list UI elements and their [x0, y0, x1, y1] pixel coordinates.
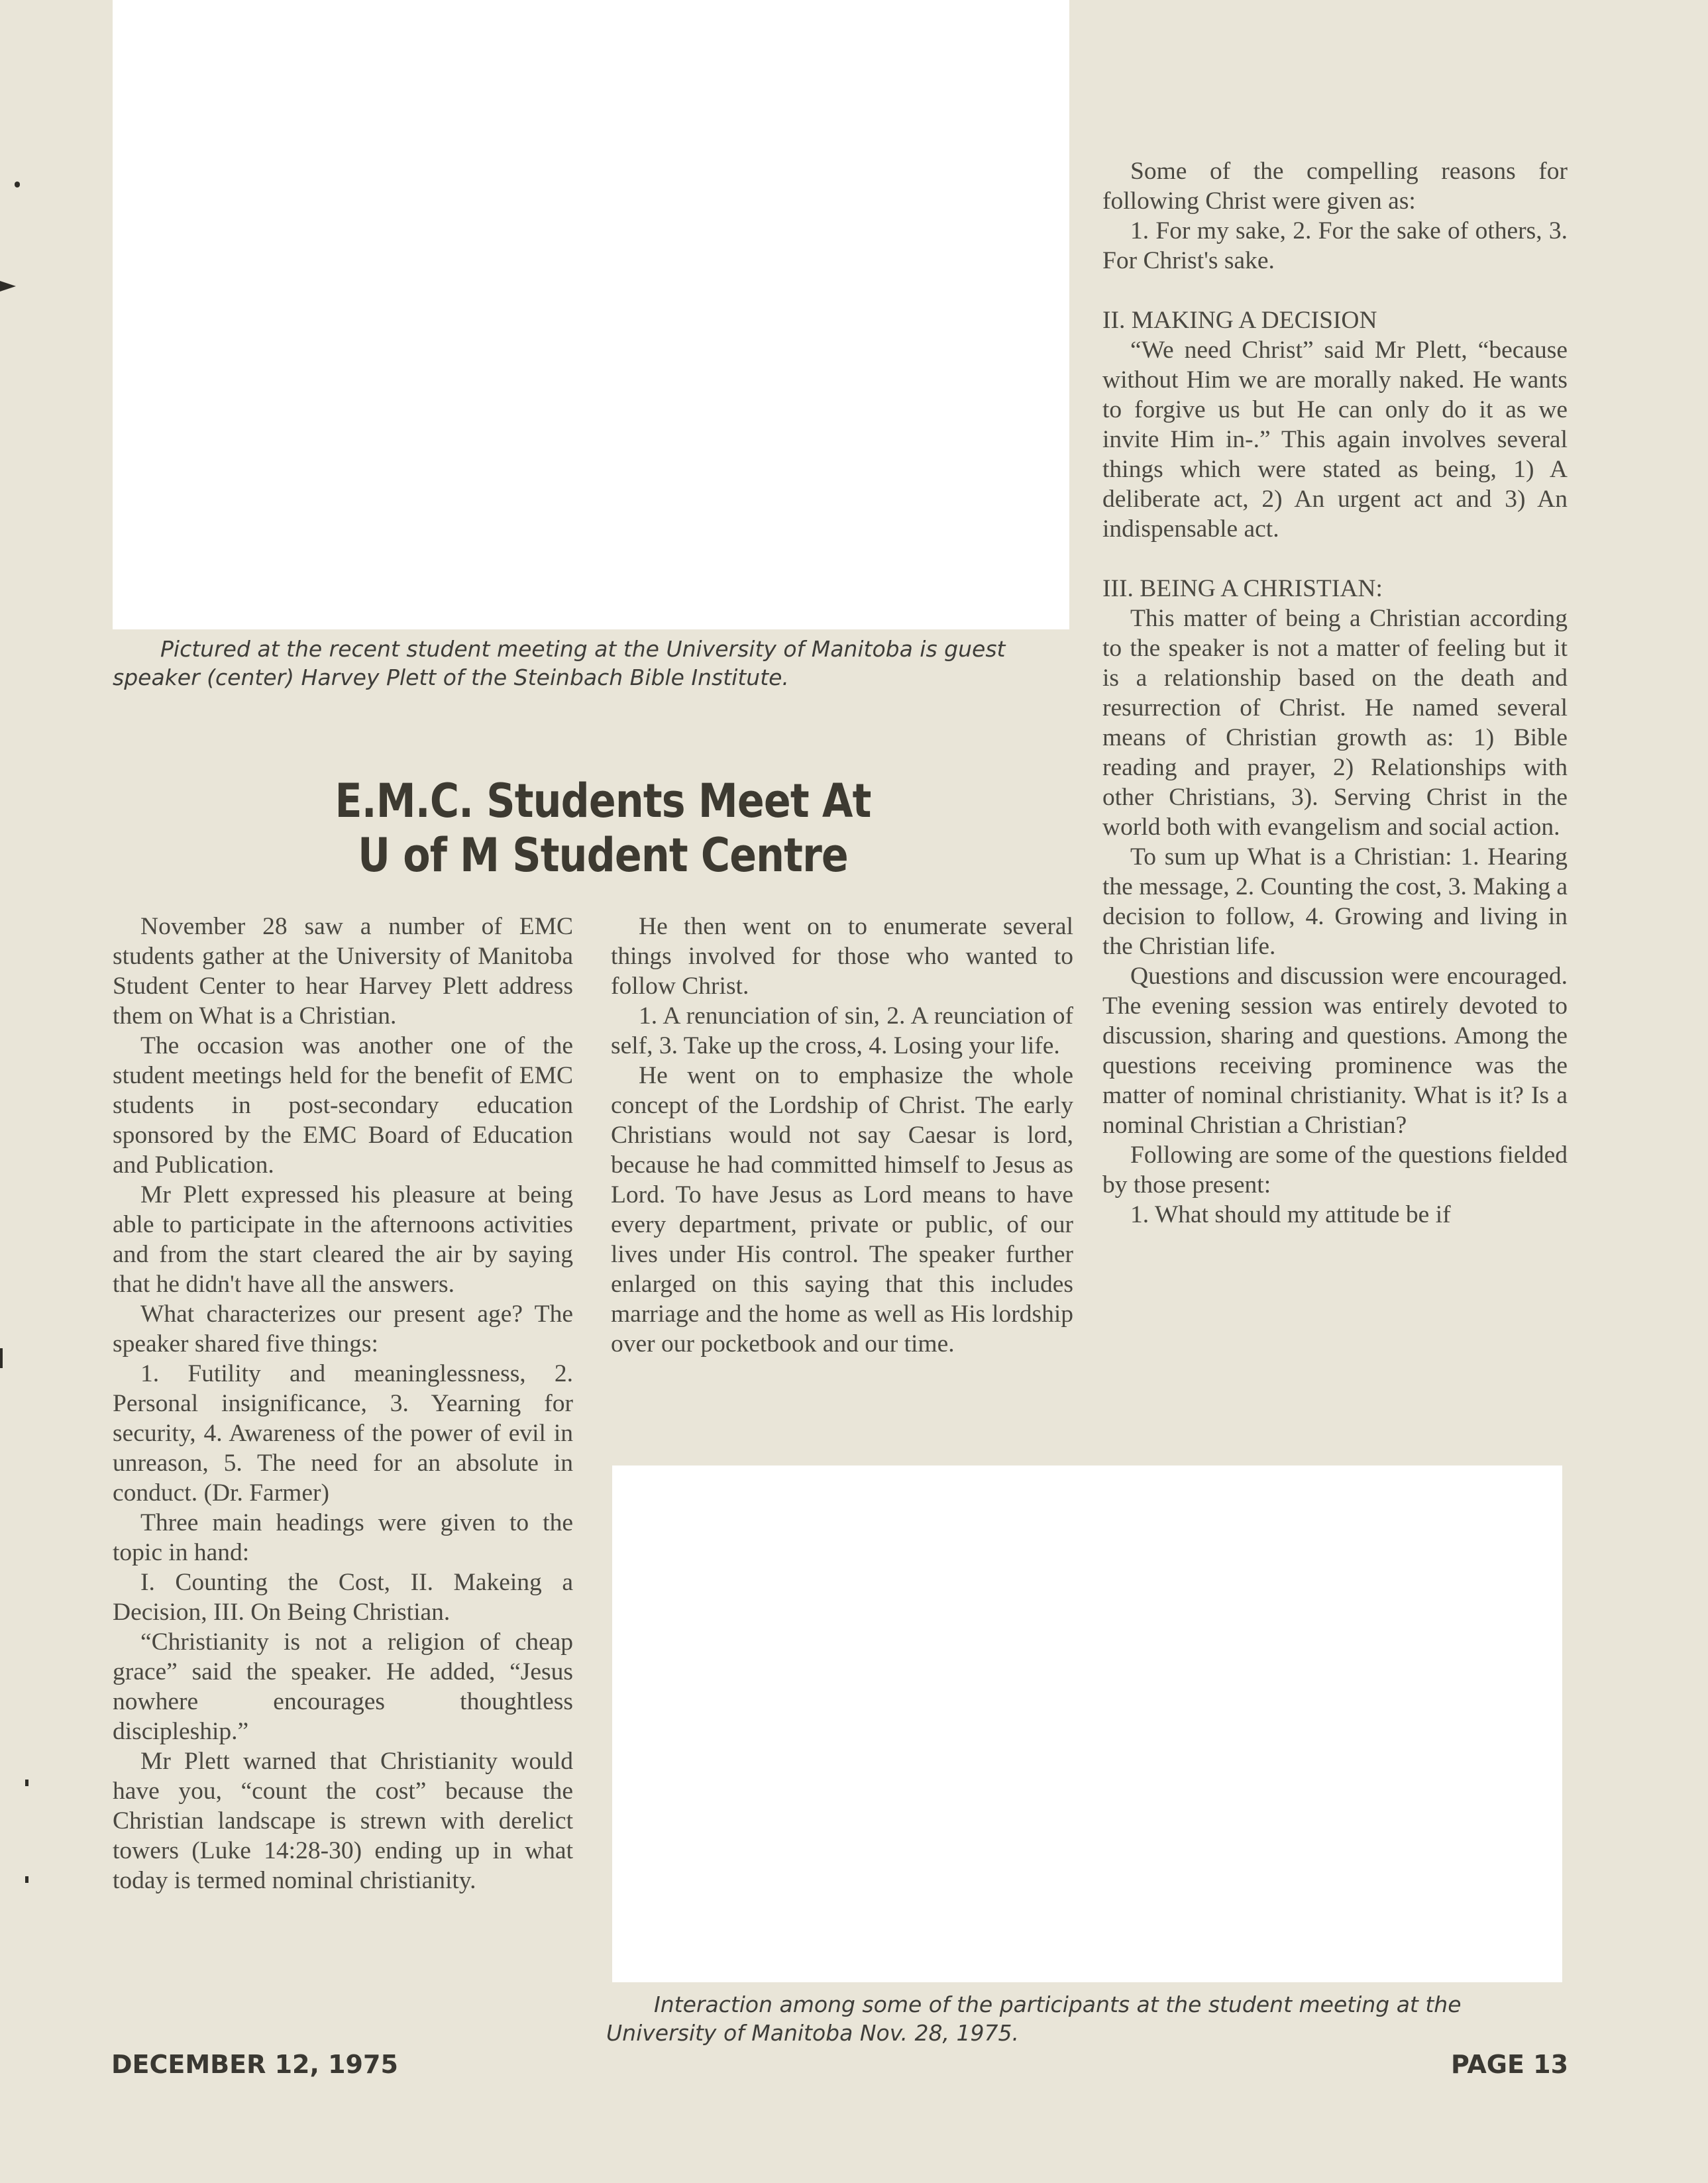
paragraph: Questions and discussion were encouraged. The evening session was entirely devoted to discussion, sharing and questions. Among the questions receiving prominence was the matter of nominal christianity. What is it? Is a nominal Christian a Christian?: [1102, 963, 1568, 1139]
margin-speck: [0, 281, 16, 292]
photo-bottom-caption: Interaction among some of the participants at the student meeting at the University of Manitoba Nov. 28, 1975.: [606, 1992, 1462, 2046]
photo-top: [113, 0, 1069, 629]
paragraph: He then went on to enumerate several things involved for those who wanted to follow Christ.: [611, 913, 1073, 1000]
headline-line-1: E.M.C. Students Meet At: [335, 774, 871, 828]
paragraph: November 28 saw a number of EMC students gather at the University of Manitoba Student Center to hear Harvey Plett address them on What is a Christian.: [113, 913, 573, 1030]
paragraph: Three main headings were given to the topic in hand:: [113, 1509, 573, 1566]
paragraph: “Christianity is not a religion of cheap grace” said the speaker. He added, “Jesus nowhere encourages thoughtless discipleship.”: [113, 1628, 573, 1745]
headline: [255, 774, 950, 882]
paragraph: The occasion was another one of the student meetings held for the benefit of EMC students in post-secondary education sponsored by the EMC Board of Education and Publication.: [113, 1032, 573, 1179]
paragraph: 1. For my sake, 2. For the sake of others, 3. For Christ's sake.: [1102, 217, 1568, 274]
section-heading-2: II. MAKING A DECISION: [1102, 307, 1377, 334]
margin-speck: [15, 182, 20, 187]
margin-speck: [0, 1348, 3, 1368]
paragraph: Following are some of the questions fielded by those present:: [1102, 1142, 1568, 1198]
paragraph: What characterizes our present age? The speaker shared five things:: [113, 1301, 573, 1358]
column-3: [1102, 156, 1568, 1230]
column-2: [611, 912, 1073, 1359]
margin-speck: [25, 1876, 28, 1883]
headline-line-2: U of M Student Centre: [358, 828, 848, 882]
paragraph: “We need Christ” said Mr Plett, “because without Him we are morally naked. He wants to forgive us but He can only do it as we invite Him in-.” This again involves several things which were stated as being, 1) A deliberate act, 2) An urgent act and 3) An indispensable act.: [1102, 337, 1568, 543]
paragraph: To sum up What is a Christian: 1. Hearing the message, 2. Counting the cost, 3. Making a decision to follow, 4. Growing and living in the Christian life.: [1102, 843, 1568, 960]
paragraph: This matter of being a Christian according to the speaker is not a matter of feeling but it is a relationship based on the death and resurrection of Christ. He named several means of Christian growth as: 1) Bible reading and prayer, 2) Relationships with other Christians, 3). Serving Christ in the world both with evangelism and social action.: [1102, 605, 1568, 841]
paragraph: Mr Plett warned that Christianity would have you, “count the cost” because the Christian landscape is strewn with derelict towers (Luke 14:28-30) ending up in what today is termed nominal christianity.: [113, 1748, 573, 1894]
paragraph: 1. What should my attitude be if: [1130, 1201, 1451, 1228]
paragraph: 1. Futility and meaninglessness, 2. Personal insignificance, 3. Yearning for security, 4. Awareness of the power of evil in unreason, 5. The need for an absolute in conduct. (Dr. Farmer): [113, 1360, 573, 1507]
paragraph: Mr Plett expressed his pleasure at being able to participate in the afternoons activities and from the start cleared the air by saying that he didn't have all the answers.: [113, 1181, 573, 1298]
section-heading-3: III. BEING A CHRISTIAN:: [1102, 575, 1383, 602]
issue-date: DECEMBER 12, 1975: [111, 2050, 398, 2079]
photo-bottom: [612, 1465, 1562, 1982]
column-1: [113, 912, 573, 1895]
paragraph: 1. A renunciation of sin, 2. A reunciation of self, 3. Take up the cross, 4. Losing your life.: [611, 1002, 1073, 1059]
photo-top-caption: Pictured at the recent student meeting at the University of Manitoba is guest speaker (center) Harvey Plett of the Steinbach Bible Institute.: [113, 636, 1006, 690]
margin-speck: [25, 1780, 28, 1786]
paragraph: I. Counting the Cost, II. Makeing a Decision, III. On Being Christian.: [113, 1569, 573, 1626]
paragraph: He went on to emphasize the whole concept of the Lordship of Christ. The early Christians would not say Caesar is lord, because he had committed himself to Jesus as Lord. To have Jesus as Lord means to have every department, private or public, of our lives under His control. The speaker further enlarged on this saying that this includes marriage and the home as well as His lordship over our pocketbook and our time.: [611, 1062, 1073, 1358]
paragraph: Some of the compelling reasons for following Christ were given as:: [1102, 158, 1568, 215]
page-number: PAGE 13: [1451, 2050, 1569, 2079]
